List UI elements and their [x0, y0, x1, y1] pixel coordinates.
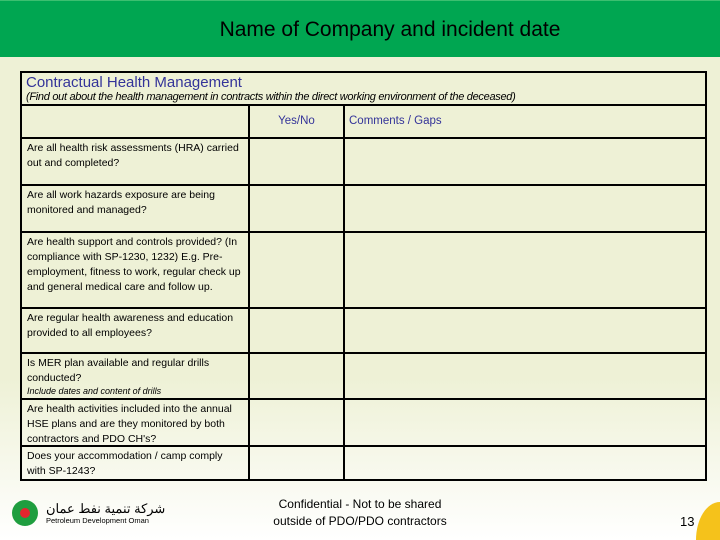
- corner-decoration: [696, 502, 720, 540]
- comments-cell[interactable]: [345, 233, 705, 307]
- comments-cell[interactable]: [345, 400, 705, 445]
- comments-cell[interactable]: [345, 447, 705, 479]
- question-text: Is MER plan available and regular drills conducted?: [27, 357, 210, 384]
- yes-no-cell[interactable]: [250, 186, 345, 231]
- section-title: Contractual Health Management: [26, 74, 242, 91]
- yes-no-cell[interactable]: [250, 233, 345, 307]
- table-row: [22, 233, 705, 309]
- yes-no-cell[interactable]: [250, 400, 345, 445]
- header-comments: Comments / Gaps: [349, 115, 442, 127]
- table-row: [22, 139, 705, 186]
- slide-header: [0, 0, 720, 57]
- question-cell: Are all health risk assessments (HRA) carried out and completed?: [22, 139, 250, 184]
- pdo-logo-icon: [12, 500, 38, 526]
- header-yes-no: Yes/No: [250, 106, 345, 137]
- logo-arabic-text: شركة تنمية نفط عمان: [46, 500, 166, 516]
- question-cell: Are all work hazards exposure are being monitored and managed?: [22, 186, 250, 231]
- yes-no-cell[interactable]: [250, 309, 345, 352]
- table-row: [22, 447, 705, 479]
- comments-cell[interactable]: [345, 139, 705, 184]
- page-number: 13: [680, 514, 695, 529]
- comments-cell[interactable]: [345, 309, 705, 352]
- table-row: [22, 309, 705, 354]
- confidential-line-2: outside of PDO/PDO contractors: [273, 514, 447, 528]
- comments-cell[interactable]: [345, 186, 705, 231]
- table-row: [22, 354, 705, 400]
- confidential-line-1: Confidential - Not to be shared: [278, 497, 442, 511]
- health-management-table: [20, 71, 707, 481]
- table-header-row: [22, 106, 705, 139]
- section-subtitle: (Find out about the health management in contracts within the direct working environment of the deceased): [26, 91, 516, 103]
- question-cell: Does your accommodation / camp comply with SP-1243?: [22, 447, 250, 479]
- question-cell: Are health support and controls provided? (In compliance with SP-1230, 1232) E.g. Pre- employment, fitness to work, regular check up and general medical care and follow up.: [22, 233, 250, 307]
- confidential-notice: [240, 496, 480, 530]
- pdo-logo: [12, 500, 165, 526]
- table-row: [22, 400, 705, 447]
- logo-english-text: Petroleum Development Oman: [46, 515, 149, 525]
- yes-no-cell[interactable]: [250, 139, 345, 184]
- question-note: Include dates and content of drills: [27, 386, 162, 396]
- question-cell: Are health activities included into the annual HSE plans and are they monitored by both contractors and PDO CH's?: [22, 400, 250, 445]
- yes-no-cell[interactable]: [250, 354, 345, 398]
- slide-title: Name of Company and incident date: [219, 18, 561, 41]
- question-cell: [22, 354, 250, 398]
- yes-no-cell[interactable]: [250, 447, 345, 479]
- header-question: [22, 106, 250, 137]
- comments-cell[interactable]: [345, 354, 705, 398]
- table-title-cell: [22, 73, 705, 106]
- table-row: [22, 186, 705, 233]
- question-cell: Are regular health awareness and education provided to all employees?: [22, 309, 250, 352]
